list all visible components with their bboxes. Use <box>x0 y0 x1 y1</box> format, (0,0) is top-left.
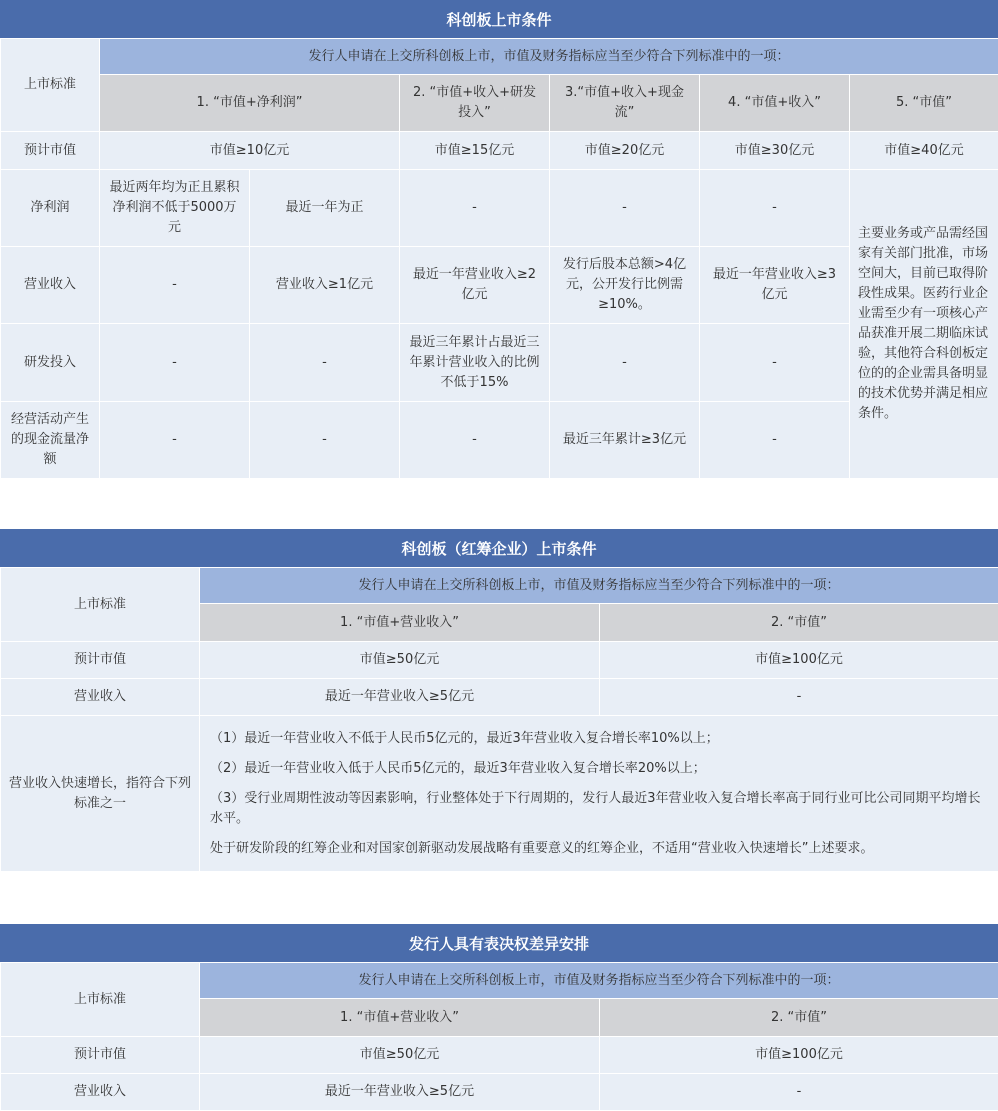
table1-title: 科创板上市条件 <box>0 0 998 38</box>
cell-cashflow-1b: - <box>250 402 400 479</box>
cell-rnd-2: 最近三年累计占最近三年累计营业收入的比例不低于15% <box>400 324 550 402</box>
t3-std-header-2: 2. “市值” <box>600 999 998 1037</box>
t3-row-label-standard: 上市标准 <box>1 963 200 1037</box>
std-header-4: 4. “市值+收入” <box>700 75 850 132</box>
t2-row-label-market-cap: 预计市值 <box>1 642 200 679</box>
cell-revenue-3: 发行后股本总额>4亿元，公开发行比例需≥10%。 <box>550 247 700 324</box>
t3-row-label-revenue: 营业收入 <box>1 1074 200 1111</box>
cell-revenue-1b: 营业收入≥1亿元 <box>250 247 400 324</box>
t3-row-label-market-cap: 预计市值 <box>1 1037 200 1074</box>
growth-item-2: （2）最近一年营业收入低于人民币5亿元的，最近3年营业收入复合增长率20%以上； <box>210 759 988 779</box>
t2-cell-market-cap-1: 市值≥50亿元 <box>200 642 600 679</box>
t3-intro-text: 发行人申请在上交所科创板上市，市值及财务指标应当至少符合下列标准中的一项： <box>200 963 998 999</box>
table3-title: 发行人具有表决权差异安排 <box>0 924 998 962</box>
std-header-5: 5. “市值” <box>850 75 998 132</box>
cell-cashflow-3: 最近三年累计≥3亿元 <box>550 402 700 479</box>
std-header-1: 1. “市值+净利润” <box>100 75 400 132</box>
table1 <box>0 38 998 479</box>
cell-market-cap-2: 市值≥15亿元 <box>400 132 550 170</box>
table2 <box>0 567 998 872</box>
cell-net-profit-2: - <box>400 170 550 247</box>
cell-cashflow-2: - <box>400 402 550 479</box>
row-label-market-cap: 预计市值 <box>1 132 100 170</box>
t3-cell-revenue-1: 最近一年营业收入≥5亿元 <box>200 1074 600 1111</box>
t2-std-header-2: 2. “市值” <box>600 604 998 642</box>
t3-cell-market-cap-2: 市值≥100亿元 <box>600 1037 998 1074</box>
row-label-standard: 上市标准 <box>1 39 100 132</box>
cell-rnd-4: - <box>700 324 850 402</box>
row-label-cashflow: 经营活动产生的现金流量净额 <box>1 402 100 479</box>
t3-cell-market-cap-1: 市值≥50亿元 <box>200 1037 600 1074</box>
t2-cell-revenue-1: 最近一年营业收入≥5亿元 <box>200 679 600 716</box>
cell-net-profit-1a: 最近两年均为正且累积净利润不低于5000万元 <box>100 170 250 247</box>
table2-section <box>0 529 998 872</box>
cell-revenue-2: 最近一年营业收入≥2亿元 <box>400 247 550 324</box>
std5-note: 主要业务或产品需经国家有关部门批准，市场空间大，目前已取得阶段性成果。医药行业企业需至少有一项核心产品获准开展二期临床试验，其他符合科创板定位的的企业需具备明显的技术优势并满足相应条件。 <box>850 170 998 479</box>
cell-rnd-1b: - <box>250 324 400 402</box>
t3-std-header-1: 1. “市值+营业收入” <box>200 999 600 1037</box>
t2-row-label-standard: 上市标准 <box>1 568 200 642</box>
t2-row-label-revenue: 营业收入 <box>1 679 200 716</box>
table1-section <box>0 0 998 479</box>
cell-net-profit-4: - <box>700 170 850 247</box>
cell-cashflow-4: - <box>700 402 850 479</box>
t2-cell-revenue-2: - <box>600 679 998 716</box>
cell-revenue-1a: - <box>100 247 250 324</box>
cell-cashflow-1a: - <box>100 402 250 479</box>
table3 <box>0 962 998 1111</box>
cell-market-cap-1: 市值≥10亿元 <box>100 132 400 170</box>
cell-rnd-3: - <box>550 324 700 402</box>
intro-text: 发行人申请在上交所科创板上市，市值及财务指标应当至少符合下列标准中的一项： <box>100 39 998 75</box>
t2-cell-market-cap-2: 市值≥100亿元 <box>600 642 998 679</box>
growth-item-1: （1）最近一年营业收入不低于人民币5亿元的，最近3年营业收入复合增长率10%以上； <box>210 729 988 749</box>
t3-cell-revenue-2: - <box>600 1074 998 1111</box>
growth-note: 处于研发阶段的红筹企业和对国家创新驱动发展战略有重要意义的红筹企业，不适用“营业收入快速增长”上述要求。 <box>210 839 988 859</box>
cell-market-cap-4: 市值≥30亿元 <box>700 132 850 170</box>
std-header-2: 2. “市值+收入+研发投入” <box>400 75 550 132</box>
cell-net-profit-3: - <box>550 170 700 247</box>
t2-intro-text: 发行人申请在上交所科创板上市，市值及财务指标应当至少符合下列标准中的一项： <box>200 568 998 604</box>
row-label-net-profit: 净利润 <box>1 170 100 247</box>
t2-row-label-growth: 营业收入快速增长，指符合下列标准之一 <box>1 716 200 872</box>
cell-market-cap-5: 市值≥40亿元 <box>850 132 998 170</box>
growth-item-3: （3）受行业周期性波动等因素影响，行业整体处于下行周期的，发行人最近3年营业收入复合增长率高于同行业可比公司同期平均增长水平。 <box>210 789 988 829</box>
std-header-3: 3.“市值+收入+现金流” <box>550 75 700 132</box>
cell-market-cap-3: 市值≥20亿元 <box>550 132 700 170</box>
cell-revenue-4: 最近一年营业收入≥3亿元 <box>700 247 850 324</box>
row-label-rnd: 研发投入 <box>1 324 100 402</box>
t2-std-header-1: 1. “市值+营业收入” <box>200 604 600 642</box>
t2-growth-criteria <box>200 716 998 872</box>
cell-net-profit-1b: 最近一年为正 <box>250 170 400 247</box>
table2-title: 科创板（红筹企业）上市条件 <box>0 529 998 567</box>
row-label-revenue: 营业收入 <box>1 247 100 324</box>
cell-rnd-1a: - <box>100 324 250 402</box>
table3-section <box>0 924 998 1111</box>
